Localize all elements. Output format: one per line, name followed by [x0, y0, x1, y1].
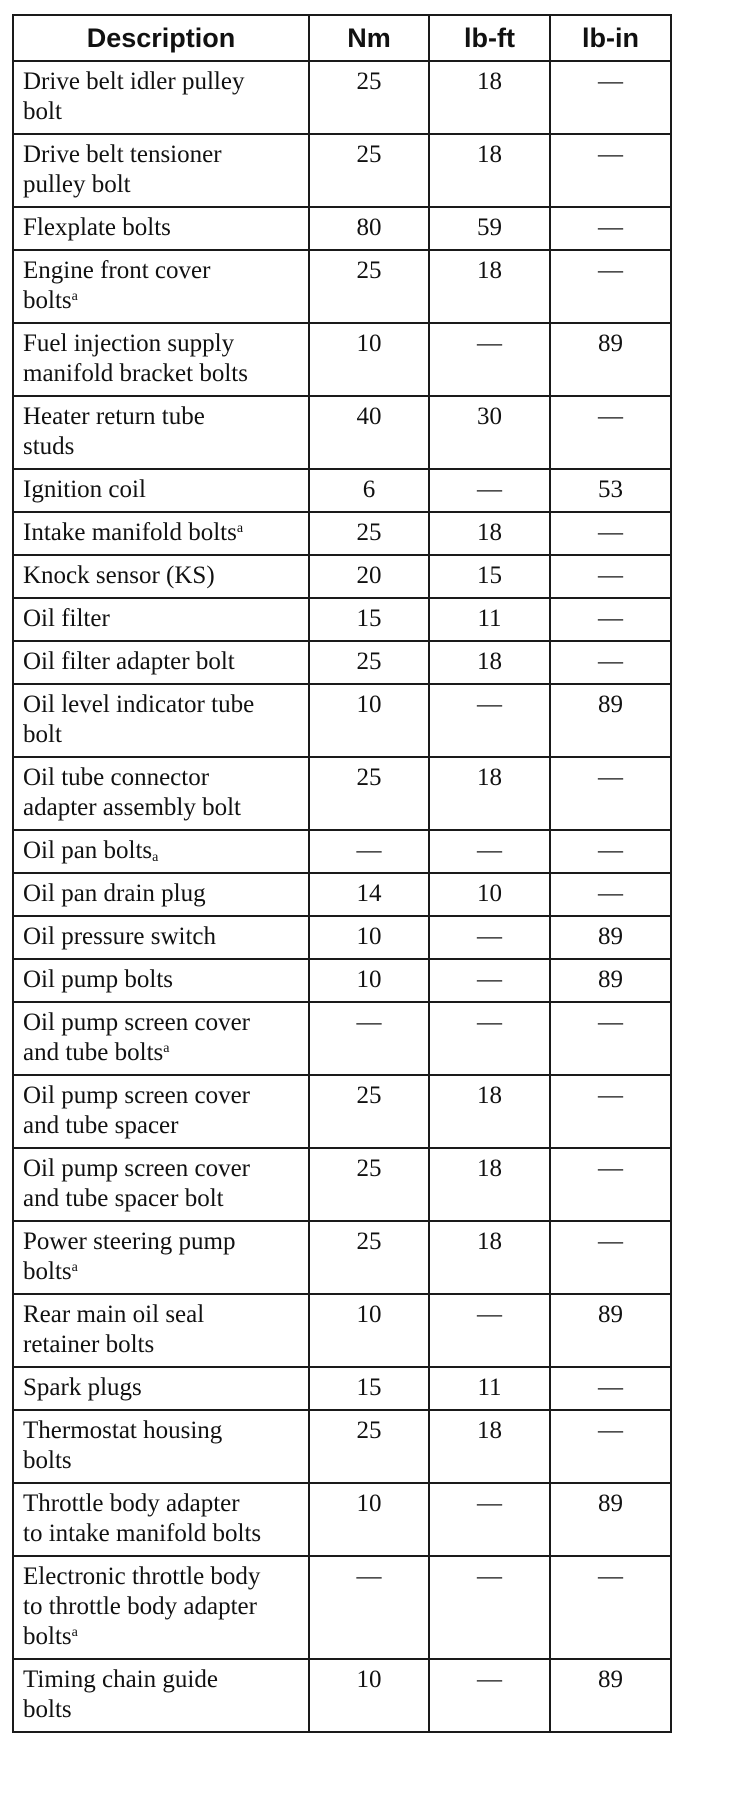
nm-cell: 25 — [309, 1410, 429, 1483]
description-cell — [13, 684, 309, 757]
lb-in-cell: 89 — [550, 959, 671, 1002]
nm-cell: 15 — [309, 598, 429, 641]
description-cell — [13, 1483, 309, 1556]
table-body — [13, 61, 671, 1732]
lb-ft-cell: — — [429, 1483, 550, 1556]
description-text: Oil filter — [23, 605, 110, 632]
lb-in-cell: 89 — [550, 684, 671, 757]
nm-cell: 25 — [309, 641, 429, 684]
lb-in-cell: 89 — [550, 1294, 671, 1367]
nm-cell: 40 — [309, 396, 429, 469]
lb-in-cell: — — [550, 1556, 671, 1659]
description-cell — [13, 512, 309, 555]
nm-cell: — — [309, 1002, 429, 1075]
description-cell — [13, 1075, 309, 1148]
lb-ft-cell: 10 — [429, 873, 550, 916]
nm-cell: 14 — [309, 873, 429, 916]
description-text: Drive belt tensioner pulley bolt — [23, 141, 222, 198]
table-row — [13, 1410, 671, 1483]
description-cell — [13, 250, 309, 323]
lb-in-cell: — — [550, 757, 671, 830]
lb-ft-cell: — — [429, 1556, 550, 1659]
table-row — [13, 1659, 671, 1732]
footnote-marker: a — [71, 1625, 78, 1640]
lb-ft-cell: 18 — [429, 134, 550, 207]
description-text: Spark plugs — [23, 1374, 142, 1401]
lb-in-cell: — — [550, 250, 671, 323]
description-cell — [13, 323, 309, 396]
table-row — [13, 469, 671, 512]
lb-in-cell: 89 — [550, 1659, 671, 1732]
table-row — [13, 1221, 671, 1294]
lb-in-cell: — — [550, 555, 671, 598]
description-text: Intake manifold bolts — [23, 519, 237, 546]
table-row — [13, 1148, 671, 1221]
description-cell — [13, 469, 309, 512]
description-cell — [13, 1367, 309, 1410]
lb-in-cell: — — [550, 1367, 671, 1410]
description-cell — [13, 757, 309, 830]
lb-ft-cell: — — [429, 1002, 550, 1075]
table-row — [13, 873, 671, 916]
lb-in-cell: — — [550, 830, 671, 873]
nm-cell: 10 — [309, 1294, 429, 1367]
lb-ft-cell: — — [429, 1294, 550, 1367]
table-row — [13, 641, 671, 684]
lb-ft-cell: 18 — [429, 641, 550, 684]
nm-cell: 25 — [309, 757, 429, 830]
lb-ft-cell: — — [429, 1659, 550, 1732]
table-row — [13, 512, 671, 555]
description-cell — [13, 873, 309, 916]
description-cell — [13, 1410, 309, 1483]
description-cell — [13, 916, 309, 959]
lb-ft-cell: 18 — [429, 250, 550, 323]
lb-in-cell: 53 — [550, 469, 671, 512]
description-text: Heater return tube studs — [23, 403, 205, 460]
table-row — [13, 684, 671, 757]
nm-cell: 10 — [309, 684, 429, 757]
description-cell — [13, 61, 309, 134]
table-row — [13, 207, 671, 250]
nm-cell: 25 — [309, 134, 429, 207]
table-row — [13, 916, 671, 959]
lb-ft-cell: — — [429, 959, 550, 1002]
table-row — [13, 1294, 671, 1367]
description-cell — [13, 830, 309, 873]
lb-in-cell: — — [550, 207, 671, 250]
lb-in-cell: — — [550, 1075, 671, 1148]
lb-in-cell: — — [550, 512, 671, 555]
description-text: Throttle body adapter to intake manifold bolts — [23, 1490, 262, 1547]
description-text: Thermostat housing bolts — [23, 1417, 223, 1474]
table-row — [13, 1483, 671, 1556]
lb-ft-cell: — — [429, 684, 550, 757]
description-text: Knock sensor (KS) — [23, 562, 215, 589]
description-cell — [13, 134, 309, 207]
description-cell — [13, 1556, 309, 1659]
description-text: Oil pan drain plug — [23, 880, 206, 907]
footnote-marker: a — [236, 521, 244, 536]
lb-in-cell: — — [550, 1148, 671, 1221]
description-cell — [13, 207, 309, 250]
table-row — [13, 250, 671, 323]
lb-ft-cell: 59 — [429, 207, 550, 250]
description-cell — [13, 1294, 309, 1367]
torque-spec-table — [12, 14, 672, 1733]
description-text: Oil pressure switch — [23, 923, 217, 950]
nm-cell: — — [309, 830, 429, 873]
table-row — [13, 757, 671, 830]
nm-cell: 10 — [309, 323, 429, 396]
nm-cell: 25 — [309, 1221, 429, 1294]
lb-in-cell: — — [550, 1221, 671, 1294]
description-text: Flexplate bolts — [23, 214, 171, 241]
lb-ft-cell: — — [429, 830, 550, 873]
nm-cell: 15 — [309, 1367, 429, 1410]
lb-ft-cell: 18 — [429, 1410, 550, 1483]
lb-in-cell: — — [550, 61, 671, 134]
footnote-marker: a — [163, 1041, 170, 1056]
lb-in-cell: — — [550, 396, 671, 469]
lb-ft-cell: — — [429, 323, 550, 396]
nm-cell: 25 — [309, 1075, 429, 1148]
footnote-marker: a — [152, 850, 159, 865]
description-text: Drive belt idler pulley bolt — [23, 68, 245, 125]
nm-cell: 10 — [309, 916, 429, 959]
description-cell — [13, 396, 309, 469]
nm-cell: 25 — [309, 512, 429, 555]
description-text: Oil filter adapter bolt — [23, 648, 235, 675]
table-row — [13, 61, 671, 134]
description-text: Power steering pump bolts — [23, 1228, 236, 1285]
description-cell — [13, 1659, 309, 1732]
description-text: Electronic throttle body to throttle body adapter bolts — [23, 1563, 261, 1650]
description-cell — [13, 1221, 309, 1294]
description-text: Engine front cover bolts — [23, 257, 211, 314]
table-row — [13, 555, 671, 598]
lb-in-cell: — — [550, 598, 671, 641]
description-cell — [13, 555, 309, 598]
description-cell — [13, 598, 309, 641]
description-text: Ignition coil — [23, 476, 146, 503]
description-cell — [13, 959, 309, 1002]
description-text: Oil pump screen cover and tube spacer — [23, 1082, 251, 1139]
header-lb-in: lb-in — [550, 15, 671, 61]
footnote-marker: a — [71, 1260, 78, 1275]
lb-ft-cell: 30 — [429, 396, 550, 469]
table-row — [13, 959, 671, 1002]
description-text: Timing chain guide bolts — [23, 1666, 218, 1723]
lb-ft-cell: — — [429, 469, 550, 512]
nm-cell: 80 — [309, 207, 429, 250]
table-row — [13, 1367, 671, 1410]
description-text: Oil tube connector adapter assembly bolt — [23, 764, 241, 821]
lb-in-cell: — — [550, 134, 671, 207]
table-row — [13, 1556, 671, 1659]
lb-ft-cell: 11 — [429, 1367, 550, 1410]
table-row — [13, 134, 671, 207]
nm-cell: — — [309, 1556, 429, 1659]
nm-cell: 20 — [309, 555, 429, 598]
description-text: Oil pump screen cover and tube spacer bolt — [23, 1155, 251, 1212]
lb-ft-cell: 18 — [429, 757, 550, 830]
description-cell — [13, 1148, 309, 1221]
lb-ft-cell: 18 — [429, 512, 550, 555]
description-cell — [13, 1002, 309, 1075]
header-row — [13, 15, 671, 61]
lb-in-cell: 89 — [550, 1483, 671, 1556]
footnote-marker: a — [71, 289, 78, 304]
nm-cell: 10 — [309, 1659, 429, 1732]
lb-in-cell: — — [550, 641, 671, 684]
description-text: Fuel injection supply manifold bracket bolts — [23, 330, 248, 387]
lb-ft-cell: 18 — [429, 61, 550, 134]
table-row — [13, 1002, 671, 1075]
header-nm: Nm — [309, 15, 429, 61]
lb-ft-cell: 18 — [429, 1221, 550, 1294]
table-header — [13, 15, 671, 61]
nm-cell: 25 — [309, 61, 429, 134]
lb-ft-cell: 18 — [429, 1148, 550, 1221]
nm-cell: 10 — [309, 1483, 429, 1556]
nm-cell: 10 — [309, 959, 429, 1002]
header-description: Description — [13, 15, 309, 61]
torque-spec-sheet — [12, 14, 672, 1733]
table-row — [13, 396, 671, 469]
description-text: Rear main oil seal retainer bolts — [23, 1301, 205, 1358]
lb-in-cell: — — [550, 1410, 671, 1483]
lb-in-cell: — — [550, 1002, 671, 1075]
description-text: Oil pump bolts — [23, 966, 174, 993]
description-cell — [13, 641, 309, 684]
lb-in-cell: — — [550, 873, 671, 916]
header-lb-ft: lb-ft — [429, 15, 550, 61]
table-row — [13, 323, 671, 396]
table-row — [13, 1075, 671, 1148]
lb-ft-cell: 18 — [429, 1075, 550, 1148]
lb-in-cell: 89 — [550, 323, 671, 396]
description-text: Oil pump screen cover and tube bolts — [23, 1009, 251, 1066]
lb-ft-cell: 15 — [429, 555, 550, 598]
table-row — [13, 598, 671, 641]
description-text: Oil level indicator tube bolt — [23, 691, 255, 748]
lb-ft-cell: 11 — [429, 598, 550, 641]
nm-cell: 25 — [309, 250, 429, 323]
description-text: Oil pan bolts — [23, 837, 153, 864]
lb-in-cell: 89 — [550, 916, 671, 959]
table-row — [13, 830, 671, 873]
nm-cell: 25 — [309, 1148, 429, 1221]
lb-ft-cell: — — [429, 916, 550, 959]
nm-cell: 6 — [309, 469, 429, 512]
